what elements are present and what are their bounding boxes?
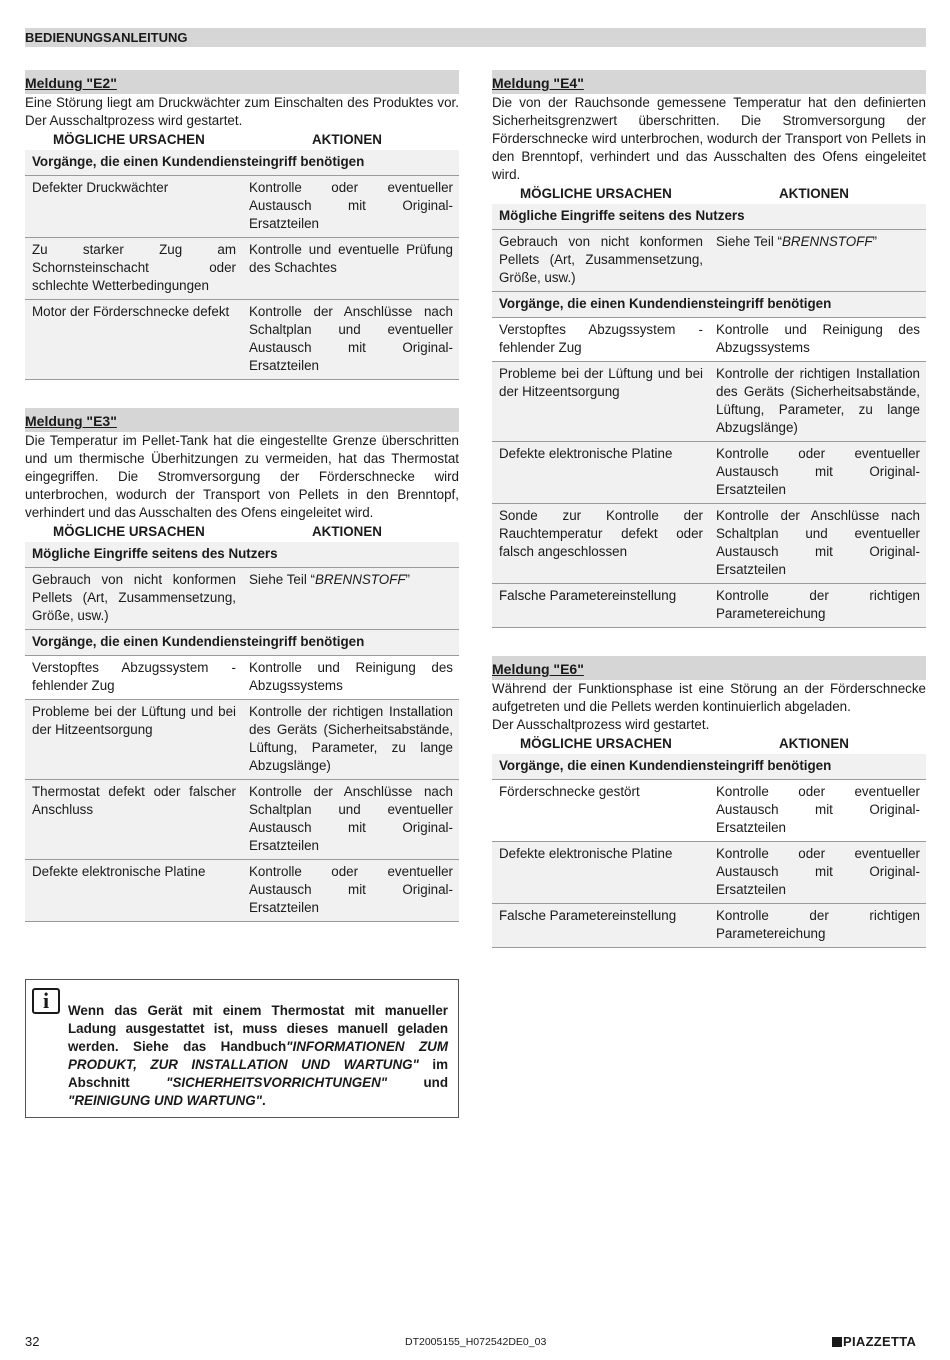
- table-row: [25, 176, 459, 238]
- group-header: Vorgänge, die einen Kundendiensteingriff benötigen: [492, 292, 926, 318]
- cause-cell: Förderschnecke gestört: [499, 784, 640, 799]
- column-headers: [492, 184, 926, 204]
- cause-cell: Defekte elektronische Platine: [499, 846, 673, 861]
- table-row: [492, 362, 926, 442]
- actions-header: AKTIONEN: [312, 132, 382, 147]
- section-intro: Die Temperatur im Pellet-Tank hat die eingestellte Grenze überschritten und um thermische Überhitzungen zu vermeiden, hat das Thermostat eingegriffen. Die Stromversorgung der Förderschnecke wird unterbrochen, wodurch der Transport von Pellets in den Brenntopf, verhindert und das Ausschalten des Ofens eingeleitet wird.: [25, 433, 459, 520]
- table-row: [25, 568, 459, 630]
- cause-cell: Motor der Förderschnecke defekt: [32, 304, 230, 319]
- action-cell: Siehe Teil “BRENNSTOFF”: [249, 572, 410, 587]
- table-row: [492, 442, 926, 504]
- column-headers: [25, 130, 459, 150]
- actions-header: AKTIONEN: [312, 524, 382, 539]
- cause-cell: Verstopftes Abzugssystem - fehlender Zug: [32, 660, 236, 693]
- section-e2: [25, 70, 459, 380]
- cause-cell: Falsche Parametereinstellung: [499, 588, 677, 603]
- right-column: [492, 70, 926, 976]
- group-header: Vorgänge, die einen Kundendiensteingriff benötigen: [492, 754, 926, 780]
- section-intro: Eine Störung liegt am Druckwächter zum Einschalten des Produktes vor. Der Ausschaltprozess wird gestartet.: [25, 95, 459, 128]
- action-cell: Kontrolle oder eventueller Austausch mit Original-Ersatzteilen: [716, 846, 920, 897]
- table-row: [492, 318, 926, 362]
- causes-header: MÖGLICHE URSACHEN: [53, 132, 205, 147]
- section-intro: Während der Funktionsphase ist eine Störung an der Förderschnecke aufgetreten und die Pellets werden kontinuierlich abgeladen. Der Ausschaltprozess wird gestartet.: [492, 681, 926, 732]
- info-note: i Wenn das Gerät mit einem Thermostat mit manueller Ladung ausgestattet ist, muss dieses manuell geladen werden. Siehe das Handbuch"INFORMATIONEN ZUM PRODUKT, ZUR INSTALLATION UND WARTUNG" im Abschnitt "SICHERHEITSVORRICHTUNGEN" und "REINIGUNG UND WARTUNG".: [25, 979, 459, 1118]
- cause-cell: Probleme bei der Lüftung und bei der Hitzeentsorgung: [499, 366, 703, 399]
- cause-cell: Defekter Druckwächter: [32, 180, 169, 195]
- action-cell: Kontrolle der richtigen Installation des Geräts (Sicherheitsabstände, Lüftung, Parameter, zu lange Abzugslänge): [249, 704, 453, 773]
- table-row: [492, 584, 926, 628]
- table-row: [492, 504, 926, 584]
- action-cell: Kontrolle oder eventueller Austausch mit Original-Ersatzteilen: [249, 864, 453, 915]
- cause-cell: Sonde zur Kontrolle der Rauchtemperatur defekt oder falsch angeschlossen: [499, 508, 703, 559]
- cause-cell: Probleme bei der Lüftung und bei der Hitzeentsorgung: [32, 704, 236, 737]
- table-row: [25, 656, 459, 700]
- causes-header: MÖGLICHE URSACHEN: [520, 186, 672, 201]
- reference-link: BRENNSTOFF: [782, 234, 873, 249]
- group-header: Mögliche Eingriffe seitens des Nutzers: [492, 204, 926, 230]
- section-title: Meldung "E2": [25, 70, 459, 94]
- header-title: BEDIENUNGSANLEITUNG: [25, 30, 188, 45]
- action-cell: Kontrolle oder eventueller Austausch mit Original-Ersatzteilen: [716, 784, 920, 835]
- causes-header: MÖGLICHE URSACHEN: [53, 524, 205, 539]
- action-cell: Kontrolle oder eventueller Austausch mit Original-Ersatzteilen: [716, 446, 920, 497]
- group-header: Vorgänge, die einen Kundendiensteingriff benötigen: [25, 150, 459, 176]
- column-headers: [25, 522, 459, 542]
- cause-cell: Zu starker Zug am Schornsteinschacht oder schlechte Wetterbedingungen: [32, 242, 236, 293]
- action-cell: Siehe Teil “BRENNSTOFF”: [716, 234, 877, 249]
- actions-header: AKTIONEN: [779, 736, 849, 751]
- section-e4: [492, 70, 926, 628]
- cause-cell: Defekte elektronische Platine: [499, 446, 673, 461]
- cause-cell: Verstopftes Abzugssystem - fehlender Zug: [499, 322, 703, 355]
- table-row: [25, 860, 459, 922]
- table-row: [492, 780, 926, 842]
- action-cell: Kontrolle der Anschlüsse nach Schaltplan und eventueller Austausch mit Original-Ersatzteilen: [716, 508, 920, 577]
- action-cell: Kontrolle und Reinigung des Abzugssystems: [249, 660, 453, 693]
- section-title: Meldung "E3": [25, 408, 459, 432]
- table-row: [492, 842, 926, 904]
- section-e6: [492, 656, 926, 948]
- reference-link: BRENNSTOFF: [315, 572, 406, 587]
- group-header: Vorgänge, die einen Kundendiensteingriff benötigen: [25, 630, 459, 656]
- group-header: Mögliche Eingriffe seitens des Nutzers: [25, 542, 459, 568]
- cause-cell: Gebrauch von nicht konformen Pellets (Art, Zusammensetzung, Größe, usw.): [499, 234, 703, 285]
- brand-logo: PIAZZETTA: [832, 1334, 916, 1349]
- table-row: [25, 700, 459, 780]
- actions-header: AKTIONEN: [779, 186, 849, 201]
- cause-cell: Gebrauch von nicht konformen Pellets (Art, Zusammensetzung, Größe, usw.): [32, 572, 236, 623]
- table-row: [492, 230, 926, 292]
- section-e3: [25, 408, 459, 922]
- action-cell: Kontrolle und eventuelle Prüfung des Schachtes: [249, 242, 453, 275]
- table-row: [492, 904, 926, 948]
- page-number: 32: [25, 1334, 40, 1349]
- table-row: [25, 780, 459, 860]
- cause-cell: Falsche Parametereinstellung: [499, 908, 677, 923]
- table-row: [25, 300, 459, 380]
- section-title: Meldung "E6": [492, 656, 926, 680]
- action-cell: Kontrolle und Reinigung des Abzugssystems: [716, 322, 920, 355]
- action-cell: Kontrolle der richtigen Installation des Geräts (Sicherheitsabstände, Lüftung, Parameter, zu lange Abzugslänge): [716, 366, 920, 435]
- logo-mark-icon: [832, 1337, 842, 1347]
- column-headers: [492, 734, 926, 754]
- action-cell: Kontrolle der Anschlüsse nach Schaltplan und eventueller Austausch mit Original-Ersatzteilen: [249, 304, 453, 373]
- causes-header: MÖGLICHE URSACHEN: [520, 736, 672, 751]
- table-row: [25, 238, 459, 300]
- action-cell: Kontrolle oder eventueller Austausch mit Original-Ersatzteilen: [249, 180, 453, 231]
- action-cell: Kontrolle der richtigen Parametereichung: [716, 588, 920, 621]
- section-title: Meldung "E4": [492, 70, 926, 94]
- info-icon: i: [32, 988, 60, 1014]
- document-code: DT2005155_H072542DE0_03: [405, 1336, 547, 1348]
- header-bar: [25, 28, 926, 47]
- left-column: [25, 70, 459, 950]
- action-cell: Kontrolle der Anschlüsse nach Schaltplan und eventueller Austausch mit Original-Ersatzteilen: [249, 784, 453, 853]
- action-cell: Kontrolle der richtigen Parametereichung: [716, 908, 920, 941]
- cause-cell: Defekte elektronische Platine: [32, 864, 206, 879]
- section-intro: Die von der Rauchsonde gemessene Temperatur hat den definierten Sicherheitsgrenzwert überschritten. Die Stromversorgung der Förderschnecke wird unterbrochen, wodurch der Transport von Pellets in den Brenntopf, verhindert und das Ausschalten des Ofens eingeleitet wird.: [492, 95, 926, 182]
- cause-cell: Thermostat defekt oder falscher Anschluss: [32, 784, 236, 817]
